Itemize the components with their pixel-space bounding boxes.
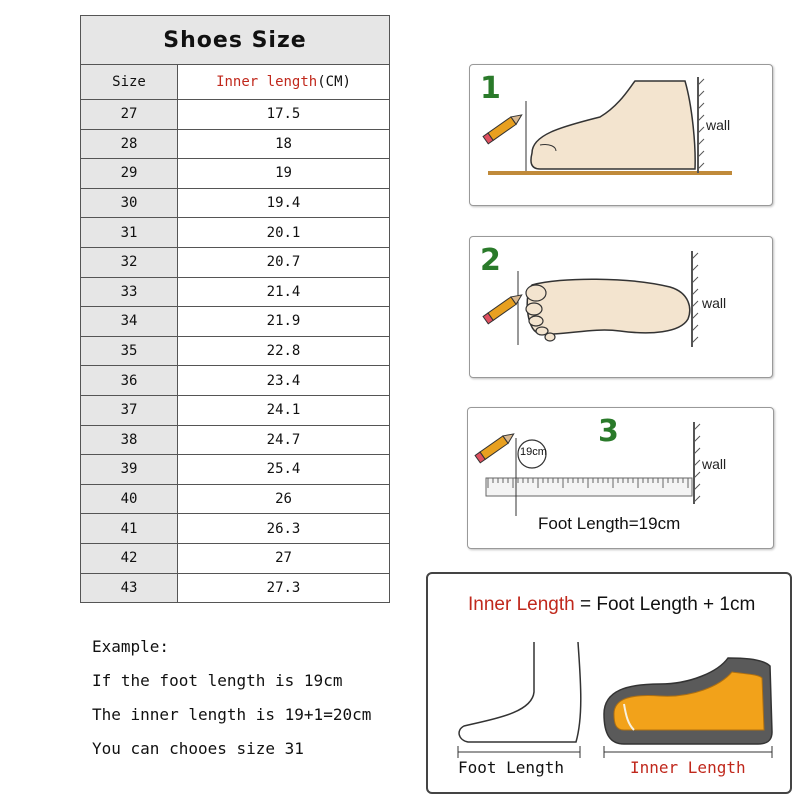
foot-length-label: Foot Length — [458, 758, 564, 777]
table-row — [81, 425, 390, 455]
example-block — [92, 630, 371, 766]
step-2-illustration — [470, 237, 772, 377]
size-cell: 32 — [81, 247, 178, 277]
size-cell: 28 — [81, 129, 178, 159]
size-cell: 39 — [81, 455, 178, 485]
inner-length-cell: 20.7 — [178, 247, 390, 277]
size-cell: 29 — [81, 159, 178, 189]
size-cell: 40 — [81, 484, 178, 514]
size-cell: 34 — [81, 307, 178, 337]
step-1-wall-label: wall — [706, 117, 731, 133]
inner-length-cell: 19 — [178, 159, 390, 189]
size-cell: 38 — [81, 425, 178, 455]
inner-length-cell: 18 — [178, 129, 390, 159]
step-1-illustration — [470, 65, 772, 205]
step-3-wall-label: wall — [702, 456, 727, 472]
inner-length-cell: 21.4 — [178, 277, 390, 307]
step-2-number: 2 — [480, 243, 501, 278]
inner-length-cell: 17.5 — [178, 100, 390, 130]
inner-length-formula — [468, 594, 755, 616]
table-row — [81, 188, 390, 218]
inner-length-header-unit: (CM) — [317, 74, 351, 90]
table-row — [81, 395, 390, 425]
table-row — [81, 543, 390, 573]
ruler — [486, 478, 692, 496]
size-cell: 42 — [81, 543, 178, 573]
table-row — [81, 159, 390, 189]
inner-length-formula-panel — [426, 572, 792, 794]
table-row — [81, 129, 390, 159]
inner-length-cell: 27.3 — [178, 573, 390, 603]
step-2-wall-label: wall — [702, 295, 727, 311]
step-3-panel — [467, 407, 774, 549]
foot-length-caption: Foot Length=19cm — [538, 514, 681, 533]
table-row — [81, 100, 390, 130]
size-cell: 36 — [81, 366, 178, 396]
table-row — [81, 366, 390, 396]
step-2-panel — [469, 236, 773, 378]
inner-length-cell: 27 — [178, 543, 390, 573]
table-title: Shoes Size — [81, 16, 390, 65]
inner-length-column-header — [178, 65, 390, 100]
table-row — [81, 247, 390, 277]
formula-rest: = Foot Length + 1cm — [574, 594, 756, 615]
inner-length-cell: 23.4 — [178, 366, 390, 396]
size-cell: 27 — [81, 100, 178, 130]
size-cell: 31 — [81, 218, 178, 248]
table-row — [81, 277, 390, 307]
table-row — [81, 455, 390, 485]
table-row — [81, 514, 390, 544]
measurement-bubble-label: 19cm — [520, 446, 547, 458]
inner-length-cell: 22.8 — [178, 336, 390, 366]
example-heading: Example: — [92, 637, 170, 656]
size-cell: 37 — [81, 395, 178, 425]
inner-length-cell: 25.4 — [178, 455, 390, 485]
example-line-3: You can chooes size 31 — [92, 739, 304, 758]
size-column-header: Size — [81, 65, 178, 100]
inner-length-cell: 26.3 — [178, 514, 390, 544]
step-1-number: 1 — [480, 71, 501, 106]
table-row — [81, 573, 390, 603]
table-row — [81, 218, 390, 248]
inner-length-cell: 20.1 — [178, 218, 390, 248]
example-line-2: The inner length is 19+1=20cm — [92, 705, 372, 724]
inner-length-header-label: Inner length — [216, 74, 318, 90]
step-1-panel — [469, 64, 773, 206]
inner-length-label: Inner Length — [630, 758, 746, 777]
size-cell: 43 — [81, 573, 178, 603]
formula-inner-length-label: Inner Length — [468, 594, 575, 615]
example-line-1: If the foot length is 19cm — [92, 671, 343, 690]
inner-length-cell: 24.7 — [178, 425, 390, 455]
table-row — [81, 336, 390, 366]
size-cell: 30 — [81, 188, 178, 218]
size-cell: 41 — [81, 514, 178, 544]
step-3-number: 3 — [598, 414, 619, 449]
table-row — [81, 307, 390, 337]
inner-length-cell: 26 — [178, 484, 390, 514]
size-chart-table — [80, 15, 390, 603]
size-cell: 33 — [81, 277, 178, 307]
inner-length-cell: 24.1 — [178, 395, 390, 425]
size-cell: 35 — [81, 336, 178, 366]
inner-length-cell: 21.9 — [178, 307, 390, 337]
table-row — [81, 484, 390, 514]
inner-length-cell: 19.4 — [178, 188, 390, 218]
